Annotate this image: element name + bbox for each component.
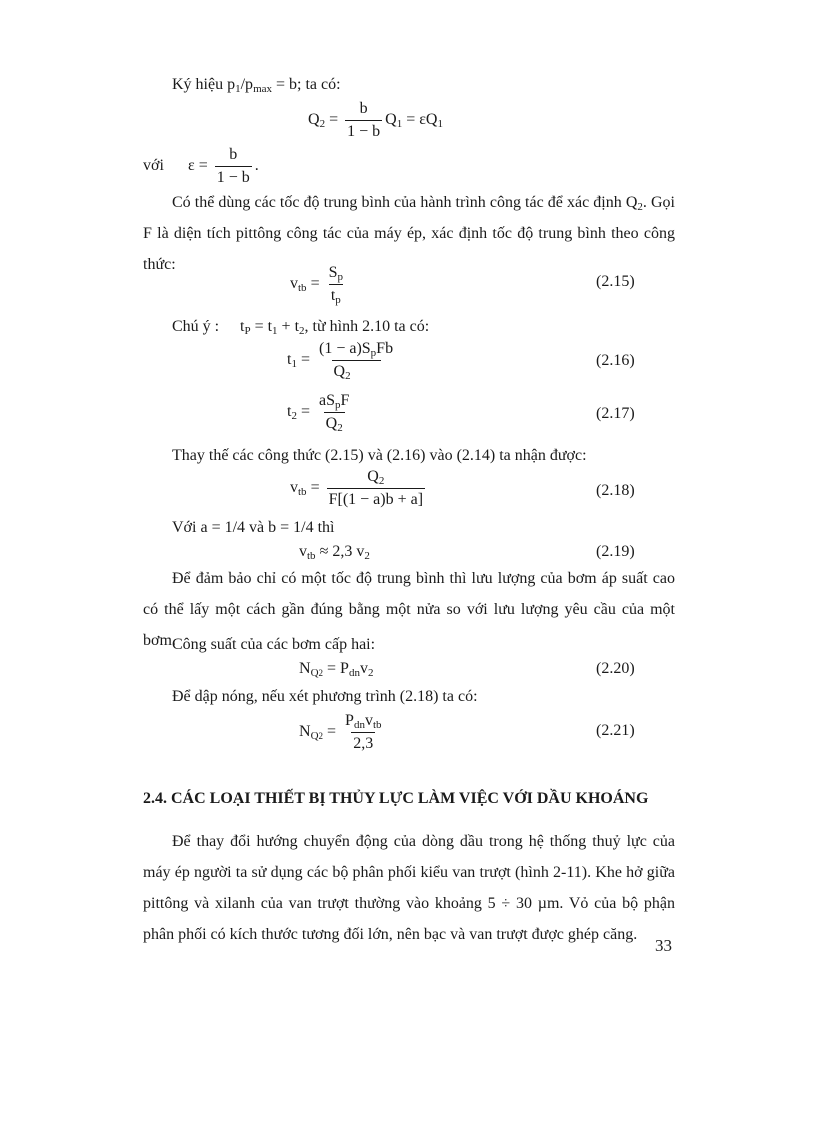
equation-number: (2.16): [596, 352, 635, 369]
equation-number: (2.18): [596, 482, 635, 499]
pump-power-line: Công suất của các bơm cấp hai:: [172, 636, 376, 653]
equation-2-19: $v_{tb} \approx 2,3$ $v_2$: [299, 543, 370, 562]
paragraph-pump-flow: Để đảm bảo chỉ có một tốc độ trung bình thì lưu lượng của bơm áp suất cao có thể lấy một cách gần đúng bằng một nửa so với lưu lượng yêu cầu của một bơm.: [143, 570, 675, 649]
equation-2-17: $t_2$ = $\frac{aS_pF}{Q_2}$: [287, 392, 350, 434]
fraction: $\frac{(1 - a)S_pFb}{Q_2}$: [318, 340, 394, 382]
equation-number: (2.15): [596, 273, 635, 290]
fraction: $\frac{Q_2}{F[(1 - a)b + a]}$: [328, 468, 424, 508]
equation-2-18: $v_{tb}$ = $\frac{Q_2}{F[(1 - a)b + a]}$: [290, 468, 424, 508]
hot-forging-line: Để dập nóng, nếu xét phương trình (2.18) ta có:: [172, 688, 478, 705]
equation-q2: $Q_2$ = $\frac{b}{1 - b}$ $Q_1 = \varepsilon Q_1$: [308, 100, 443, 140]
values-line: Với a = 1/4 và b = 1/4 thì: [172, 519, 335, 536]
equation-number: (2.20): [596, 660, 635, 677]
equation-number: (2.19): [596, 543, 635, 560]
equation-2-16: $t_1$ = $\frac{(1 - a)S_pFb}{Q_2}$: [287, 340, 394, 382]
fraction: $\frac{P_{dn}v_{tb}}{2,3}$: [345, 712, 382, 752]
equation-epsilon: với ε = $\frac{b}{1 - b}$ .: [143, 146, 259, 186]
substitution-line: Thay thế các công thức (2.15) và (2.16) vào (2.14) ta nhận được:: [172, 447, 587, 464]
equation-2-20: $N_{Q2} = P_{dn}v_2$: [299, 660, 374, 679]
section-heading: 2.4. CÁC LOẠI THIẾT BỊ THỦY LỰC LÀM VIỆC VỚI DẦU KHOÁNG: [143, 790, 649, 807]
equation-2-21: $N_{Q2}$ = $\frac{P_{dn}v_{tb}}{2,3}$: [299, 712, 382, 752]
fraction: $\frac{aS_pF}{Q_2}$: [318, 392, 350, 434]
equation-number: (2.17): [596, 405, 635, 422]
fraction: $\frac{S_p}{t_p}$: [328, 264, 343, 306]
note-line: Chú ý : $t_P = t_1 + t_2$, từ hình 2.10 ta có:: [172, 318, 430, 337]
fraction: $\frac{b}{1 - b}$: [347, 100, 381, 140]
paragraph-average-speed: Có thể dùng các tốc độ trung bình của hành trình công tác để xác định $Q_2$. Gọi F là diện tích pittông công tác của máy ép, xác định tốc độ trung bình theo công thức:: [143, 194, 676, 273]
intro-line: Ký hiệu $p_1/p_{max} = b$; ta có:: [172, 76, 341, 95]
equation-number: (2.21): [596, 722, 635, 739]
equation-2-15: $v_{tb}$ = $\frac{S_p}{t_p}$: [290, 264, 343, 306]
paragraph-valves: Để thay đổi hướng chuyển động của dòng dầu trong hệ thống thuỷ lực của máy ép người ta sử dụng các bộ phân phối kiểu van trượt (hình 2-11). Khe hở giữa pittông và xilanh của van trượt thường vào khoảng 5 ÷ 30 µm. Vỏ của bộ phận phân phối có kích thước tương đối lớn, nên bạc và van trượt được ghép căng.: [143, 833, 675, 943]
page-number: 33: [655, 936, 672, 955]
fraction: $\frac{b}{1 - b}$: [216, 146, 250, 186]
